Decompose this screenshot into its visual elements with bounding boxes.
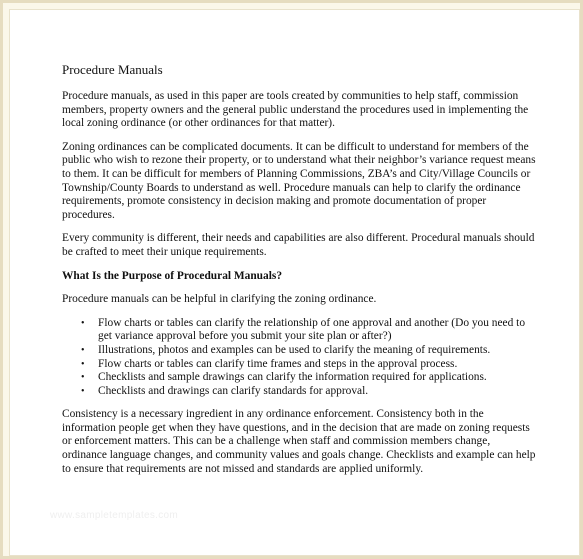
bullet-icon: • <box>81 385 85 397</box>
document-title: Procedure Manuals <box>62 62 163 77</box>
section-heading: What Is the Purpose of Procedural Manuals? <box>62 269 283 282</box>
list-item-text: Checklists and sample drawings can clarify the information required for applications. <box>98 371 487 384</box>
list-item-text: Flow charts or tables can clarify the relationship of one approval and another (Do you need to get variance approval before you submit your site plan or after?) <box>98 316 526 343</box>
watermark: www.sampletemplates.com <box>50 510 179 521</box>
section-intro: Procedure manuals can be helpful in clarifying the zoning ordinance. <box>62 293 377 306</box>
purpose-list <box>62 317 537 399</box>
bullet-icon: • <box>81 358 85 370</box>
list-item <box>81 343 537 358</box>
list-item <box>81 316 537 344</box>
list-item <box>81 357 537 372</box>
paragraph-community: Every community is different, their needs and capabilities are also different. Procedural manuals should be crafted to meet their unique requirements. <box>62 232 535 258</box>
paragraph-complexity: Zoning ordinances can be complicated documents. It can be difficult to understand for members of the public who wish to rezone their property, or to understand what their neighbor’s variance request means to them. It can be difficult for members of Planning Commissions, ZBA’s and City/Village Councils or Township/County Boards to understand as well. Procedure manuals can help to clarify the ordinance requirements, promote consistency in decision making and promote documentation of proper procedures. <box>62 140 536 221</box>
list-item <box>81 371 537 385</box>
document-body <box>62 62 537 486</box>
document-page <box>9 9 580 556</box>
paragraph-definition: Procedure manuals, as used in this paper are tools created by communities to help staff, commission members, property owners and the general public understand the procedures used in implementing the local zoning ordinance (or other ordinances for that matter). <box>62 90 529 130</box>
list-item-text: Illustrations, photos and examples can be used to clarify the meaning of requirements. <box>98 343 491 356</box>
bullet-icon: • <box>81 372 85 384</box>
bullet-icon: • <box>81 317 85 329</box>
list-item-text: Checklists and drawings can clarify standards for approval. <box>98 384 369 397</box>
list-item-text: Flow charts or tables can clarify time frames and steps in the approval process. <box>98 357 458 370</box>
paragraph-consistency: Consistency is a necessary ingredient in any ordinance enforcement. Consistency both in the information people get when they have questions, and in the decision that are made on zoning requests or enforcement matters. This can be a challenge when staff and commission members change, ordinance language changes, and community values and goals change. Checklists and example can help to ensure that requirements are not missed and standards are applied uniformly. <box>62 408 536 475</box>
bullet-icon: • <box>81 344 85 356</box>
list-item <box>81 384 537 399</box>
